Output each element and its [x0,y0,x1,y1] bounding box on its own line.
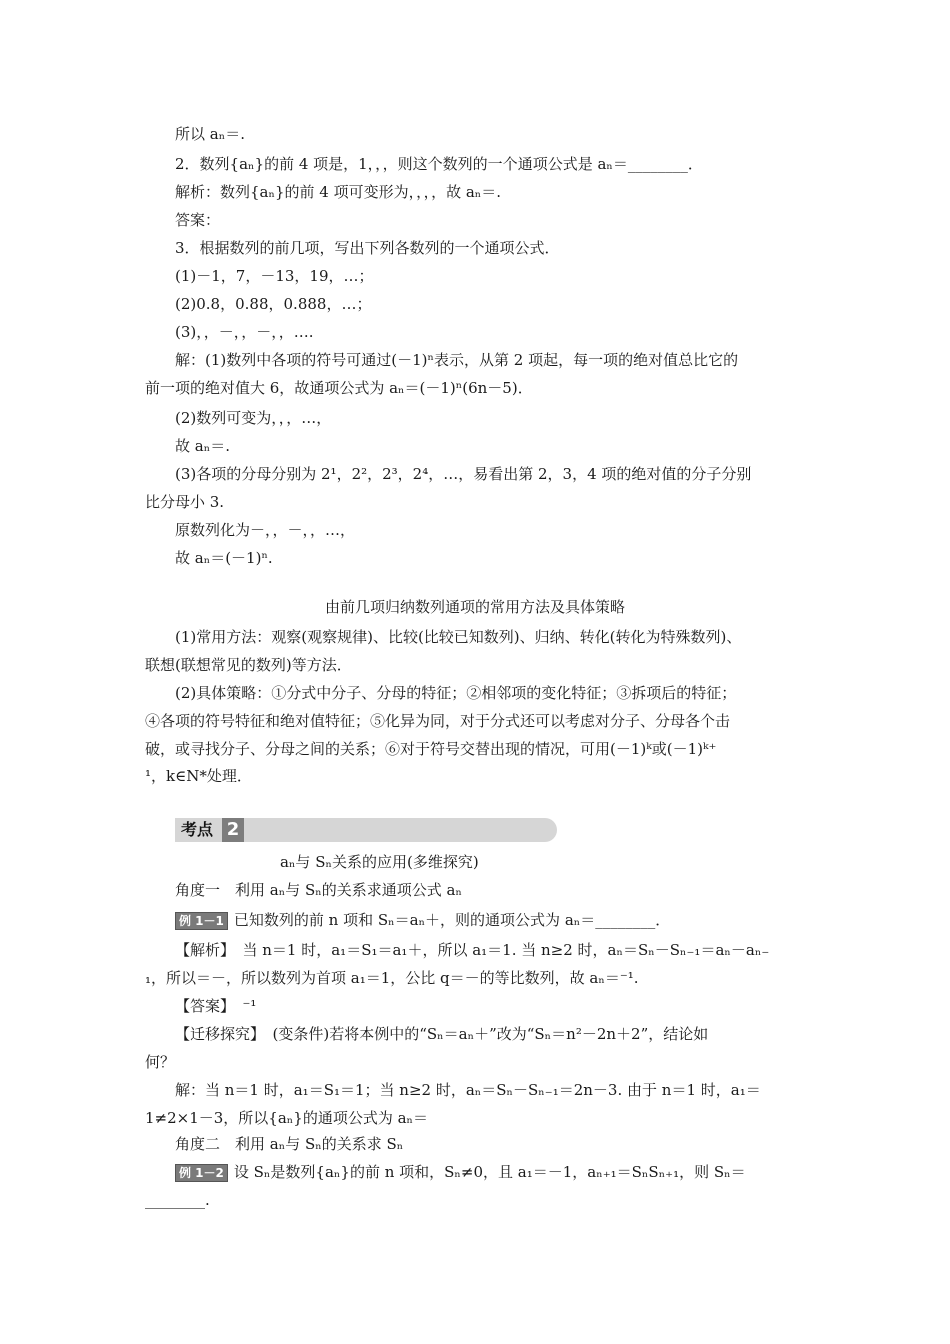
text-line: 前一项的绝对值大 6，故通项公式为 aₙ＝(－1)ⁿ(6n－5)． [145,379,533,397]
angle-heading: 角度一 利用 aₙ与 Sₙ的关系求通项公式 aₙ [175,881,462,899]
text-line: 【迁移探究】 (变条件)若将本例中的“Sₙ＝aₙ＋”改为“Sₙ＝n²－2n＋2”，结论如 [175,1025,709,1043]
text-line: 解：(1)数列中各项的符号可通过(－1)ⁿ表示，从第 2 项起，每一项的绝对值总比它的 [175,351,739,369]
text-line: 答案： [175,211,221,229]
text-line: 解：当 n＝1 时，a₁＝S₁＝1；当 n≥2 时，aₙ＝Sₙ－Sₙ₋₁＝2n－3. 由于 n＝1 时，a₁＝ [175,1081,761,1099]
text-line: 何？ [145,1053,176,1071]
section-label: 考点 [181,820,214,839]
example-tag: 例 1－1 [175,912,228,930]
text-line: 破，或寻找分子、分母之间的关系；⑥对于符号交替出现的情况，可用(－1)ᵏ或(－1)ᵏ⁺ [145,740,717,758]
text-line: ④各项的符号特征和绝对值特征；⑤化异为同，对于分式还可以考虑对分子、分母各个击 [145,712,731,730]
text-line: (2)具体策略：①分式中分子、分母的特征；②相邻项的变化特征；③拆项后的特征； [175,684,737,702]
text-line: (2)0.8，0.88，0.888，…； [175,295,372,313]
text-line: 1≠2×1－3，所以{aₙ}的通项公式为 aₙ＝ [145,1109,429,1127]
text-line: ________. [145,1191,210,1209]
method-heading: 由前几项归纳数列通项的常用方法及具体策略 [324,598,625,616]
text-line: 故 aₙ＝. [175,437,230,455]
text-line: (1)－1，7，－13，19，…； [175,267,374,285]
text-line: 所以 aₙ＝. [175,125,245,143]
example-tag: 例 1－2 [175,1164,228,1182]
text-line: (2)数列可变为，，，…， [175,409,332,427]
example-line [175,910,805,930]
text-line: 【解析】 当 n＝1 时，a₁＝S₁＝a₁＋，所以 a₁＝1. 当 n≥2 时，aₙ＝Sₙ－Sₙ₋₁＝aₙ－aₙ₋ [175,941,770,959]
text-line: 2．数列{aₙ}的前 4 项是，1，，，则这个数列的一个通项公式是 aₙ＝________． [175,155,703,173]
text-line: ¹，k∈N*处理． [145,767,252,785]
text-line: 联想(联想常见的数列)等方法． [145,656,352,674]
section-title: aₙ与 Sₙ关系的应用(多维探究) [280,853,479,871]
example-text: 设 Sₙ是数列{aₙ}的前 n 项和，Sₙ≠0，且 a₁＝－1，aₙ₊₁＝SₙSₙ₊₁，则 Sₙ＝ [233,1163,746,1181]
text-line: 解析：数列{aₙ}的前 4 项可变形为，，，，故 aₙ＝. [175,183,502,201]
text-line: (3)，，－，，－，，…. [175,323,314,341]
text-line: 3．根据数列的前几项，写出下列各数列的一个通项公式． [175,239,560,257]
example-line [175,1162,805,1182]
text-line: 故 aₙ＝(－1)ⁿ. [175,549,273,567]
angle-heading: 角度二 利用 aₙ与 Sₙ的关系求 Sₙ [175,1135,404,1153]
section-number: 2 [222,818,244,842]
example-text: 已知数列的前 n 项和 Sₙ＝aₙ＋，则的通项公式为 aₙ＝________． [233,911,671,929]
section-banner [175,818,557,842]
text-line: 原数列化为－，，－，，…， [175,521,356,539]
text-line: (3)各项的分母分别为 2¹，2²，2³，2⁴，…，易看出第 2，3，4 项的绝对值的分子分别 [175,465,752,483]
text-line: (1)常用方法：观察(观察规律)、比较(比较已知数列)、归纳、转化(转化为特殊数列)、 [175,628,742,646]
text-line: 比分母小 3. [145,493,225,511]
text-line: ₁，所以＝－，所以数列为首项 a₁＝1，公比 q＝－的等比数列，故 aₙ＝⁻¹. [145,969,639,987]
answer-line: 【答案】 ⁻¹ [175,997,257,1015]
